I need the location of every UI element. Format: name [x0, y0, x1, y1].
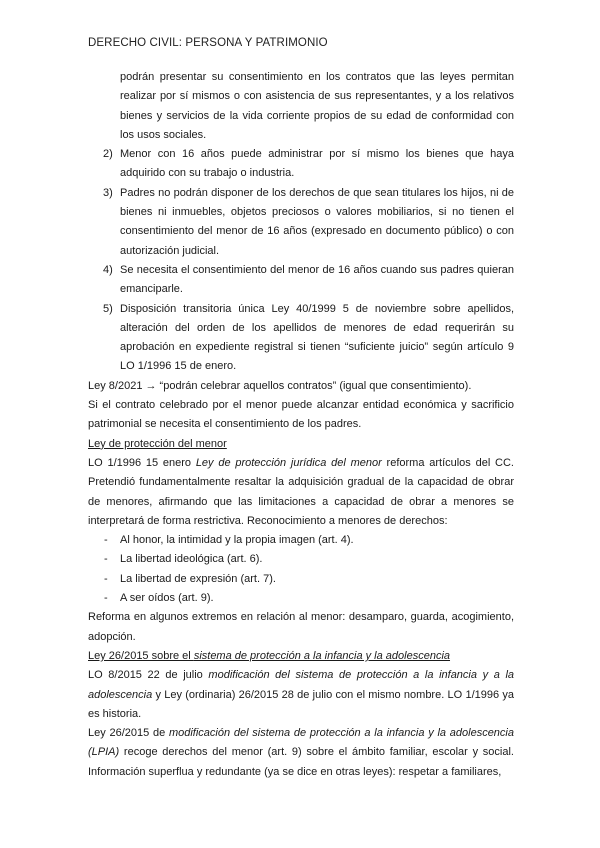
text-run: reforma artículos del CC. Pretendió fundamentalmente resaltar la adquisición gradual de la capacidad de obrar de menores, afirmando que las limitaciones a capacidad de obrar a menores se interpretará de forma restrictiva. Reconocimiento a menores de derechos: — [88, 456, 514, 527]
page-header: DERECHO CIVIL: PERSONA Y PATRIMONIO — [88, 37, 328, 49]
text-run: Ley 26/2015 de — [88, 727, 169, 740]
text-run: recoge derechos del menor (art. 9) sobre el ámbito familiar, escolar y social. Información superflua y redundante (ya se dice en otras leyes): respetar a familiares, — [88, 746, 514, 778]
text-run: y Ley (ordinaria) 26/2015 28 de julio con el mismo nombre. LO 1/1996 ya es historia. — [88, 688, 514, 720]
list-item-text: La libertad de expresión (art. 7). — [120, 572, 276, 585]
list-item — [88, 570, 514, 589]
list-item — [88, 261, 514, 300]
section-heading-proteccion-menor: Ley de protección del menor — [88, 437, 227, 450]
list-item — [88, 589, 514, 608]
text-run: LO 8/2015 22 de julio — [88, 669, 209, 682]
list-marker: - — [104, 534, 108, 547]
numbered-list — [88, 145, 514, 377]
list-item — [88, 300, 514, 377]
list-marker: - — [104, 572, 108, 585]
rights-list — [88, 531, 514, 608]
lo-1996-paragraph — [88, 454, 514, 531]
list-item-text: Se necesita el consentimiento del menor de 16 años cuando sus padres quieran emanciparle. — [120, 263, 514, 296]
list-item-text: Disposición transitoria única Ley 40/1999 5 de noviembre sobre apellidos, alteración del orden de los apellidos de menores de edad requerirán su aprobación en expediente registral si tienen “suficiente juicio” según artículo 9 LO 1/1996 15 de enero. — [120, 302, 514, 373]
document-body — [88, 68, 514, 782]
list-marker: - — [104, 553, 108, 566]
ley-8-2021-paragraph: Ley 8/2021 → “podrán celebrar aquellos contratos” (igual que consentimiento). — [88, 379, 472, 392]
section-heading-ley-26-2015 — [88, 647, 514, 666]
ley-26-2015-paragraph — [88, 724, 514, 782]
text-run: LO 1/1996 15 enero — [88, 456, 196, 469]
list-marker: 3) — [103, 186, 113, 199]
list-item-text: A ser oídos (art. 9). — [120, 592, 214, 605]
list-item-text: Padres no podrán disponer de los derechos de que sean titulares los hijos, ni de bienes ni inmuebles, objetos preciosos o valores mobiliarios, si no tienen el consentimiento del menor de 16 años (expresado en documento público) o con autorización judicial. — [120, 186, 514, 257]
list-marker: 2) — [103, 148, 113, 161]
list-item — [88, 531, 514, 550]
list-item-text: Al honor, la intimidad y la propia imagen (art. 4). — [120, 534, 354, 547]
list-item-text: La libertad ideológica (art. 6). — [120, 553, 263, 566]
text-run: Ley 26/2015 sobre el — [88, 649, 194, 662]
list-marker: - — [104, 592, 108, 605]
lo-8-2015-paragraph — [88, 666, 514, 724]
law-title-italic: modificación del sistema de protección a la infancia y la adolescencia (LPIA) — [88, 727, 514, 759]
list-marker: 5) — [103, 302, 113, 315]
list-item-text: Menor con 16 años puede administrar por sí mismo los bienes que haya adquirido con su trabajo o industria. — [120, 148, 514, 180]
contrato-paragraph: Si el contrato celebrado por el menor puede alcanzar entidad económica y sacrificio patrimonial se necesita el consentimiento de los padres. — [88, 399, 514, 431]
list-item — [88, 145, 514, 184]
law-title-italic: modificación del sistema de protección a la infancia y a la adolescencia — [88, 669, 515, 701]
law-title-italic: sistema de protección a la infancia y la adolescencia — [193, 649, 451, 662]
list-item — [88, 550, 514, 569]
continuation-paragraph: podrán presentar su consentimiento en los contratos que las leyes permitan realizar por sí mismos o con asistencia de sus representantes, y a los relativos bienes y servicios de la vida corriente propios de su edad de conformidad con los usos sociales. — [120, 71, 514, 141]
list-item — [88, 184, 514, 261]
law-title-italic: Ley de protección jurídica del menor — [195, 456, 382, 469]
reforma-paragraph: Reforma en algunos extremos en relación al menor: desamparo, guarda, acogimiento, adopción. — [88, 611, 514, 643]
list-marker: 4) — [103, 263, 113, 276]
